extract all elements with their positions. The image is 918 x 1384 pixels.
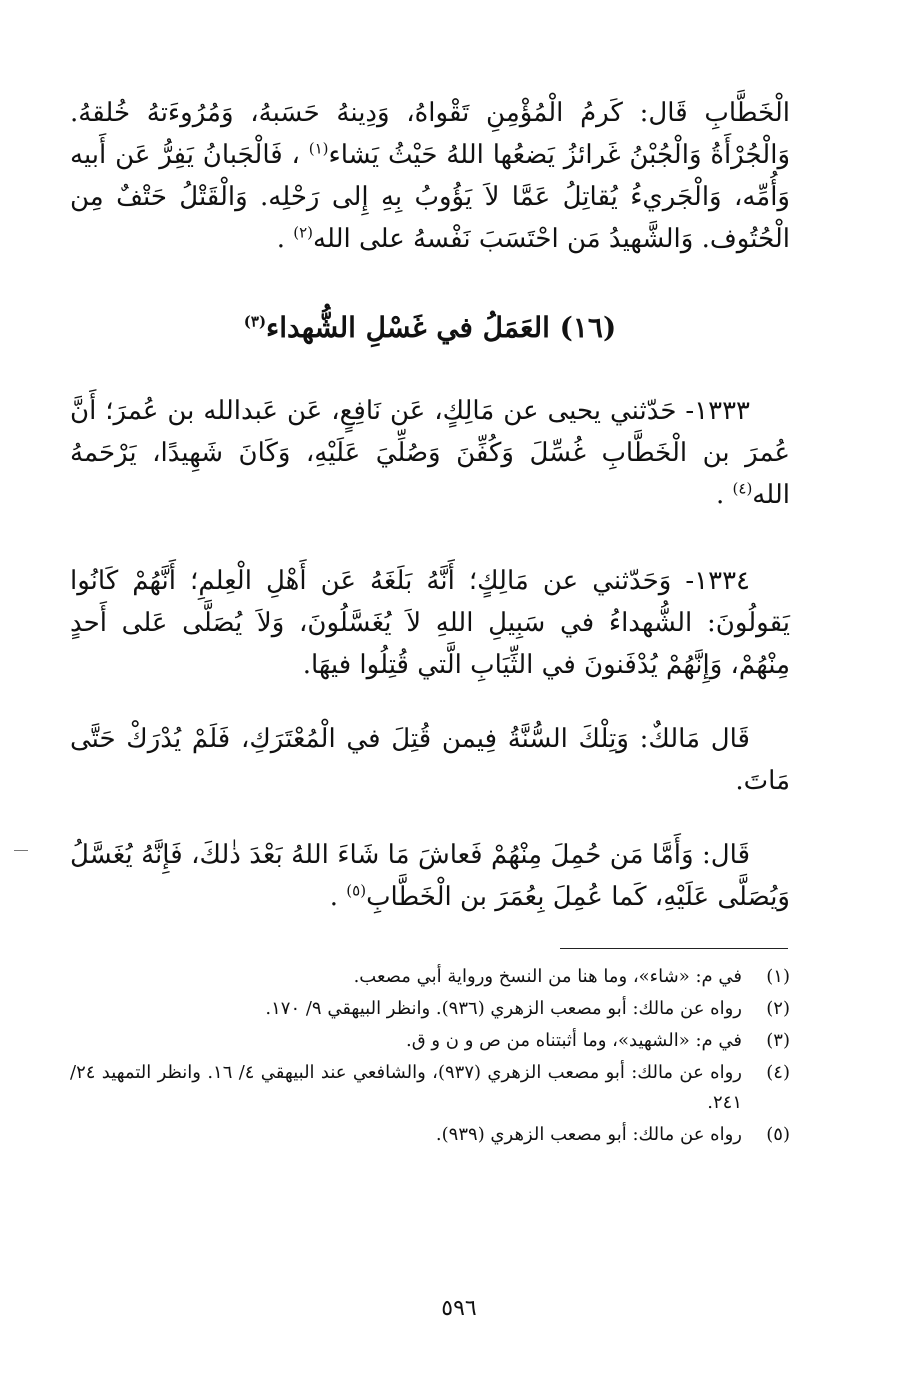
footnote-ref: (١) bbox=[308, 139, 329, 158]
paragraph-text: ١٣٣٤- وَحَدّثني عن مَالِكٍ؛ أَنَّهُ بَلَغَهُ عَن أَهْلِ الْعِلمِ؛ أَنَّهُمْ كَانُوا يَقولُونَ: الشُّهداءُ في سَبِيلِ اللهِ لاَ يُغَسَّلُونَ، وَلاَ يُصَلَّى عَلى أَحدٍ مِنْهُمْ، وَإِنَّهُمْ يُدْفَنونَ في الثِّيَابِ الَّتي قُتِلُوا فيهَا. bbox=[70, 566, 790, 680]
footnote-separator bbox=[560, 948, 788, 949]
footnote bbox=[70, 1026, 790, 1056]
footnote-number: (٥) bbox=[766, 1124, 790, 1145]
footnote-text: رواه عن مالك: أبو مصعب الزهري (٩٣٦). وانظر البيهقي ٩/ ١٧٠. bbox=[265, 998, 742, 1019]
paragraph-text: . bbox=[329, 882, 347, 912]
footnote-text: رواه عن مالك: أبو مصعب الزهري (٩٣٧)، والشافعي عند البيهقي ٤/ ١٦. وانظر التمهيد ٢٤/ ٢٤١. bbox=[70, 1062, 742, 1113]
hadith-1334 bbox=[70, 560, 790, 686]
page-number: ٥٩٦ bbox=[441, 1296, 477, 1321]
closing-paragraph bbox=[70, 834, 790, 918]
footnote-number: (٤) bbox=[766, 1062, 790, 1083]
paragraph-text: قَال مَالكٌ: وَتِلْكَ السُّنَّةُ فِيمن قُتِلَ في الْمُعْتَرَكِ، فَلَمْ يُدْرَكْ حَتَّى مَاتَ. bbox=[70, 724, 790, 796]
footnote-number: (١) bbox=[766, 966, 790, 987]
paragraph bbox=[70, 390, 790, 516]
paragraph-text: . bbox=[715, 480, 733, 510]
margin-scan-mark bbox=[14, 850, 28, 851]
footnote bbox=[70, 1120, 790, 1150]
footnote-ref: (٣) bbox=[243, 312, 267, 331]
footnote-ref: (٢) bbox=[293, 223, 314, 242]
footnote-number: (٣) bbox=[766, 1030, 790, 1051]
footnote-text: رواه عن مالك: أبو مصعب الزهري (٩٣٩). bbox=[435, 1124, 742, 1145]
chapter-heading bbox=[70, 308, 790, 348]
footnote-number: (٢) bbox=[766, 998, 790, 1019]
chapter-heading-text: (١٦) العَمَلُ في غَسْلِ الشُّهداء bbox=[266, 311, 617, 344]
footnote bbox=[70, 994, 790, 1024]
paragraph-text: ، فَالْجَبانُ يَفِرُّ عَن أَبيه وَأُمِّه، وَالْجَريءُ يُقاتِلُ عَمَّا لاَ يَؤُوبُ بِهِ إِلى رَحْلِه. وَالْقَتْلُ حَتْفٌ مِن الْحُتُوف. وَالشَّهيدُ مَن احْتَسَبَ نَفْسهُ على الله bbox=[70, 140, 790, 254]
footnote-text: في م: «شاء»، وما هنا من النسخ ورواية أبي مصعب. bbox=[353, 966, 742, 987]
paragraph-text: الْخَطَّابِ قَال: كَرمُ الْمُؤْمِنِ تَقْواهُ، وَدِينهُ حَسَبهُ، وَمُرُوءَتهُ خُلقهُ. وَالْجُرْأَةُ وَالْجُبْنُ غَرائزُ يَضعُها اللهُ حَيْثُ يَشاء bbox=[70, 98, 790, 170]
continued-paragraph bbox=[70, 92, 790, 260]
malik-note bbox=[70, 718, 790, 802]
paragraph-text: قَال: وَأَمَّا مَن حُمِلَ مِنْهُمْ فَعاشَ مَا شَاءَ اللهُ بَعْدَ ذٰلكَ، فَإِنَّهُ يُغَسَّلُ وَيُصَلَّى عَلَيْهِ، كَما عُمِلَ بِعُمَرَ بن الْخَطَّابِ bbox=[70, 840, 790, 912]
footnote-ref: (٥) bbox=[346, 881, 367, 900]
footnote-ref: (٤) bbox=[732, 479, 753, 498]
paragraph bbox=[70, 834, 790, 918]
paragraph bbox=[70, 92, 790, 260]
paragraph-text: . bbox=[276, 224, 294, 254]
footnote bbox=[70, 962, 790, 992]
hadith-1333 bbox=[70, 390, 790, 516]
paragraph-text: ١٣٣٣- حَدّثني يحيى عن مَالِكٍ، عَن نَافِعٍ، عَن عَبدالله بن عُمرَ؛ أَنَّ عُمرَ بن الْخَطَّابِ غُسِّلَ وَكُفِّنَ وَصُلِّيَ عَلَيْهِ، وَكَانَ شَهِيدًا، يَرْحَمهُ الله bbox=[70, 396, 790, 510]
footnote-text: في م: «الشهيد»، وما أثبتناه من ص و ن و ق. bbox=[405, 1030, 742, 1051]
footnotes bbox=[70, 962, 790, 1152]
footnote bbox=[70, 1058, 790, 1118]
